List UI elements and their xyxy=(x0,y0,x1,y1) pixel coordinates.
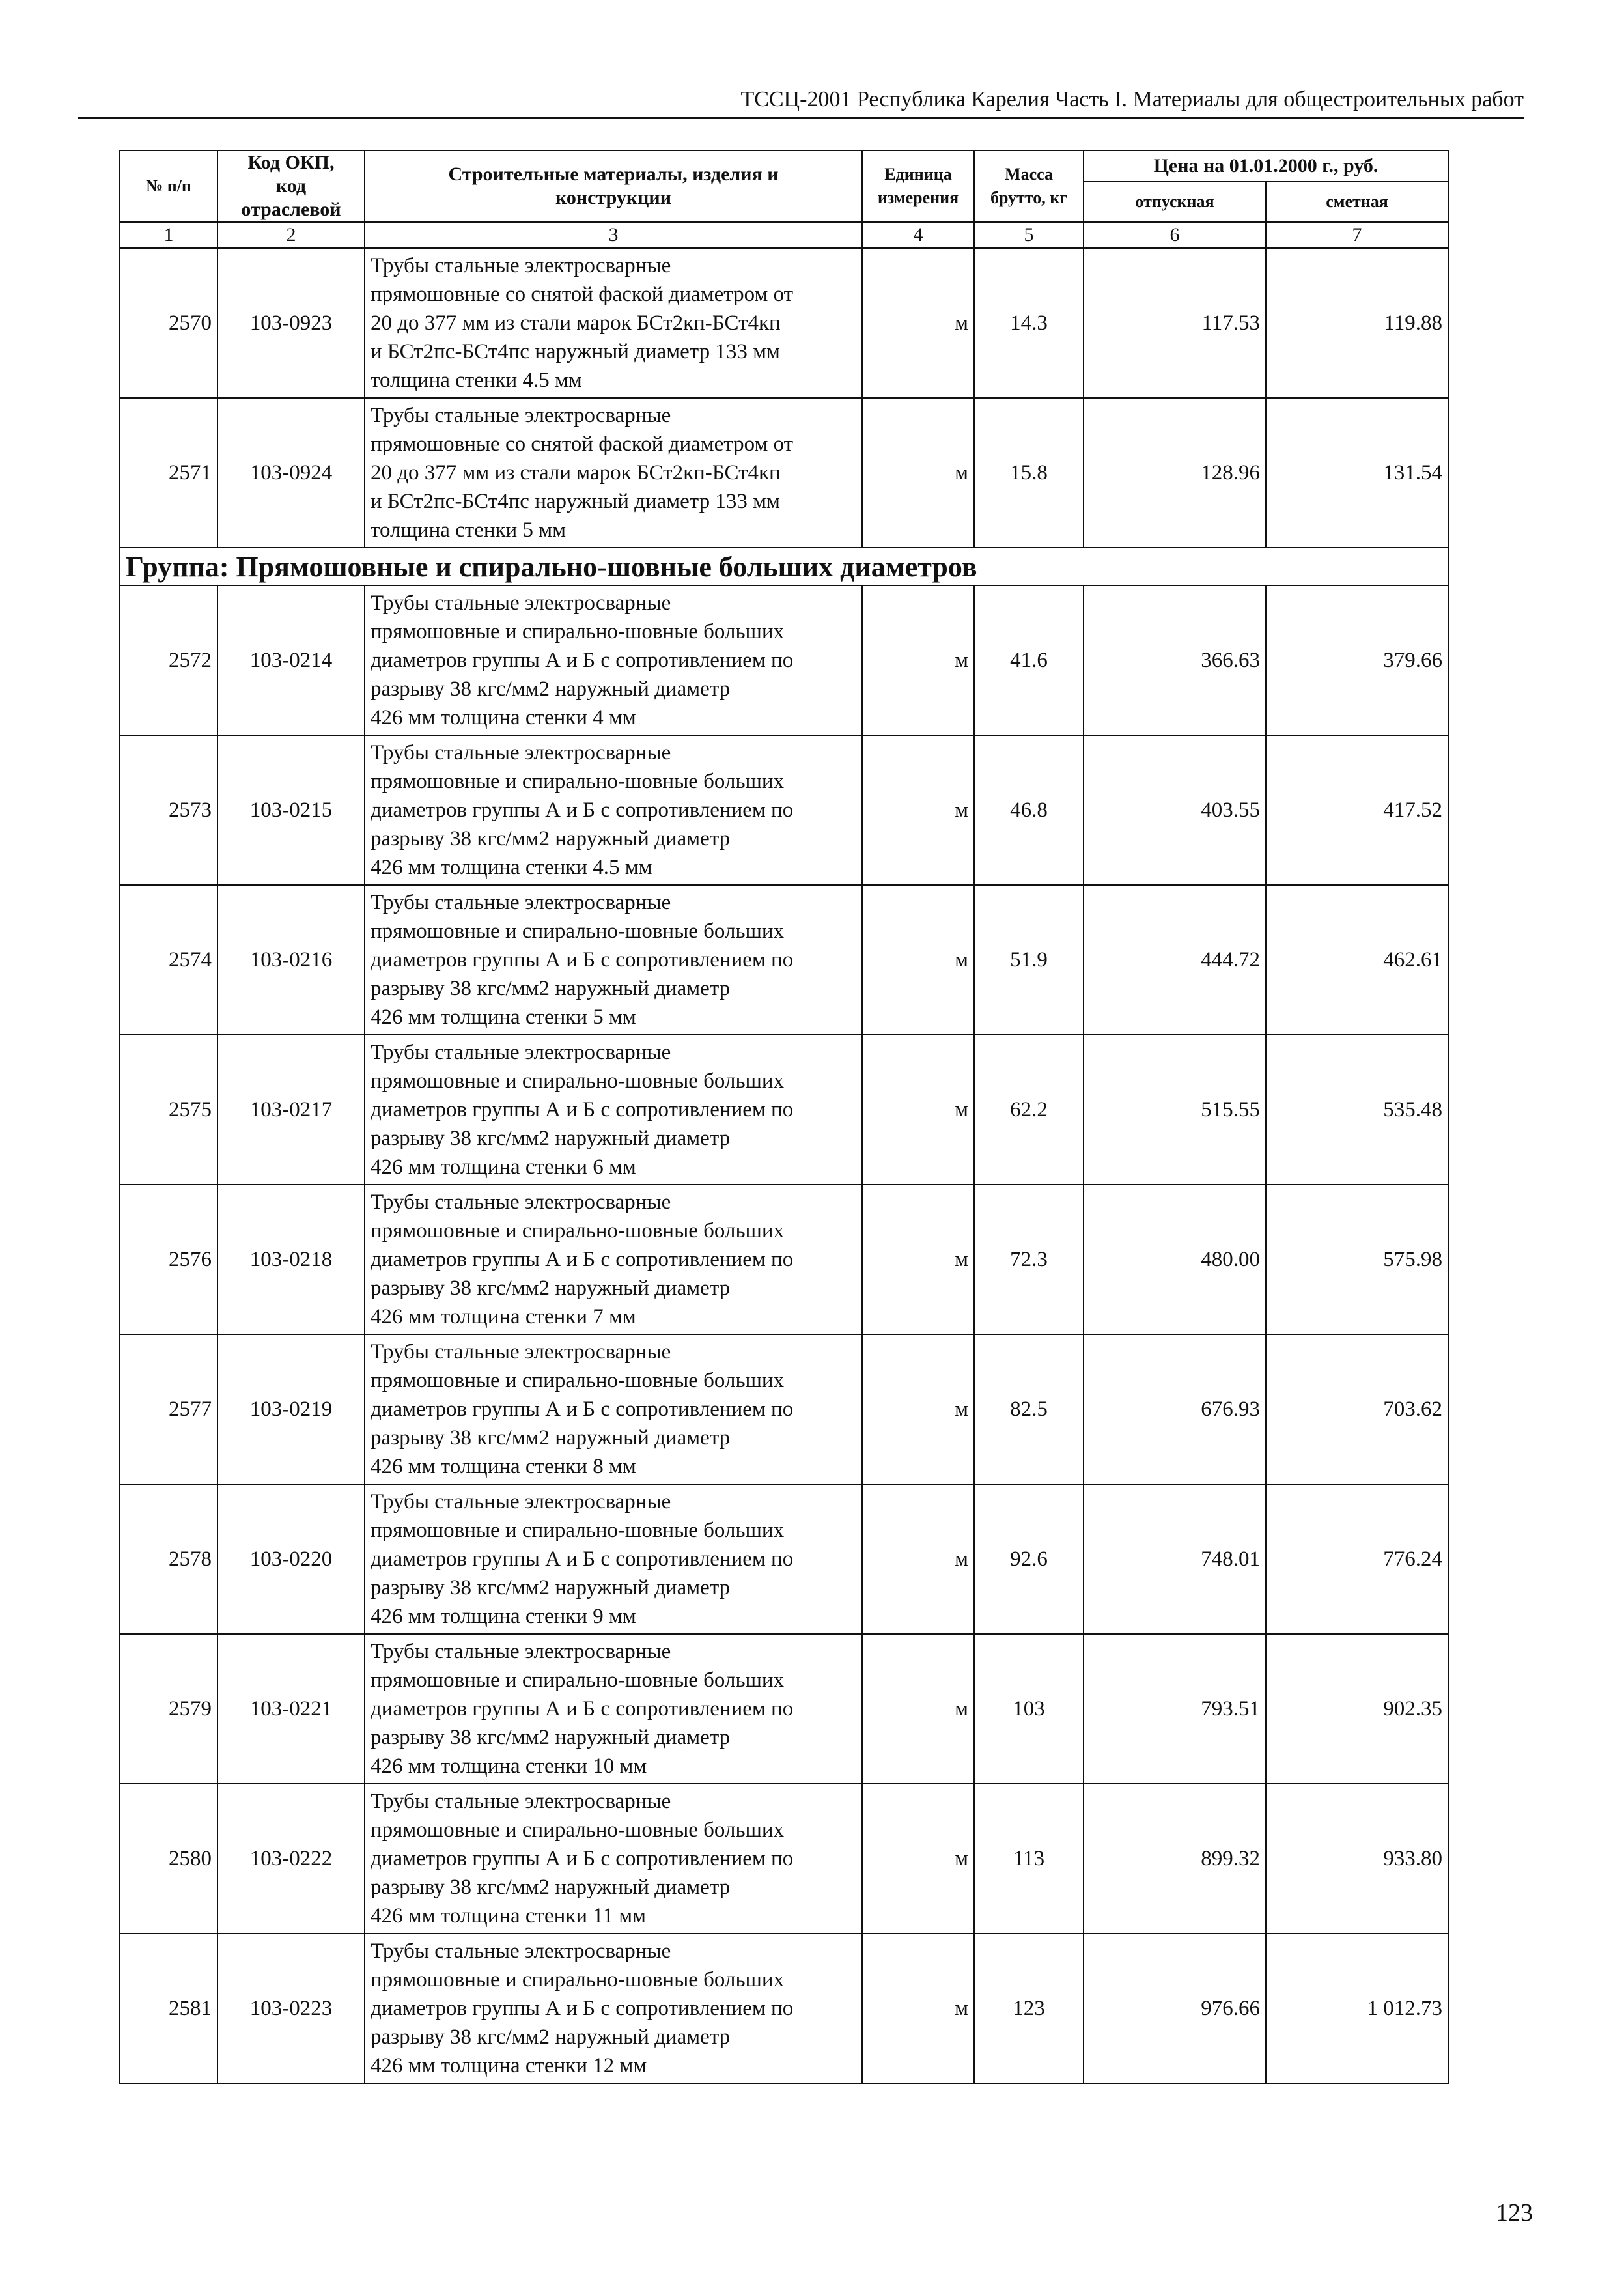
description-line: 426 мм толщина стенки 8 мм xyxy=(371,1455,636,1478)
row-unit: м xyxy=(862,1784,974,1934)
description-line: Трубы стальные электросварные xyxy=(371,741,671,765)
row-unit: м xyxy=(862,398,974,548)
row-number: 2572 xyxy=(120,585,217,735)
row-number: 2573 xyxy=(120,735,217,885)
description-line: диаметров группы А и Б с сопротивлением по xyxy=(371,1997,794,2020)
description-line: Трубы стальные электросварные xyxy=(371,591,671,615)
row-release-price: 748.01 xyxy=(1084,1484,1266,1634)
row-number: 2580 xyxy=(120,1784,217,1934)
table-row xyxy=(120,585,1448,735)
row-description xyxy=(365,1035,862,1185)
description-line: прямошовные и спирально-шовные больших xyxy=(371,1519,785,1542)
row-number: 2581 xyxy=(120,1934,217,2083)
description-line: прямошовные и спирально-шовные больших xyxy=(371,1219,785,1243)
description-line: разрыву 38 кгс/мм2 наружный диаметр xyxy=(371,1127,731,1150)
column-numbers-row xyxy=(120,222,1448,248)
description-line: 426 мм толщина стенки 11 мм xyxy=(371,1904,647,1928)
row-unit: м xyxy=(862,735,974,885)
row-unit: м xyxy=(862,248,974,398)
row-mass: 41.6 xyxy=(974,585,1084,735)
row-release-price: 117.53 xyxy=(1084,248,1266,398)
col-estimate-header: сметная xyxy=(1266,182,1448,222)
row-release-price: 366.63 xyxy=(1084,585,1266,735)
table-row xyxy=(120,1784,1448,1934)
row-release-price: 128.96 xyxy=(1084,398,1266,548)
row-mass: 82.5 xyxy=(974,1334,1084,1484)
description-line: толщина стенки 4.5 мм xyxy=(371,369,582,392)
row-mass: 103 xyxy=(974,1634,1084,1784)
rows-after-group xyxy=(120,585,1448,2083)
row-number: 2574 xyxy=(120,885,217,1035)
row-mass: 46.8 xyxy=(974,735,1084,885)
column-number: 1 xyxy=(120,222,217,248)
row-release-price: 403.55 xyxy=(1084,735,1266,885)
description-line: разрыву 38 кгс/мм2 наружный диаметр xyxy=(371,827,731,851)
row-release-price: 793.51 xyxy=(1084,1634,1266,1784)
description-line: Трубы стальные электросварные xyxy=(371,1340,671,1364)
row-unit: м xyxy=(862,1334,974,1484)
table-row xyxy=(120,248,1448,398)
row-estimate-price: 462.61 xyxy=(1266,885,1448,1035)
row-unit: м xyxy=(862,1934,974,2083)
description-line: разрыву 38 кгс/мм2 наружный диаметр xyxy=(371,1276,731,1300)
description-line: разрыву 38 кгс/мм2 наружный диаметр xyxy=(371,677,731,701)
description-line: разрыву 38 кгс/мм2 наружный диаметр xyxy=(371,2025,731,2049)
description-line: разрыву 38 кгс/мм2 наружный диаметр xyxy=(371,1726,731,1749)
price-table xyxy=(119,150,1449,2084)
row-code: 103-0222 xyxy=(217,1784,365,1934)
col-code-header xyxy=(217,150,365,222)
row-description xyxy=(365,1334,862,1484)
row-estimate-price: 131.54 xyxy=(1266,398,1448,548)
description-line: прямошовные и спирально-шовные больших xyxy=(371,1818,785,1842)
row-description xyxy=(365,1784,862,1934)
description-line: разрыву 38 кгс/мм2 наружный диаметр xyxy=(371,977,731,1000)
row-release-price: 480.00 xyxy=(1084,1185,1266,1334)
table-row xyxy=(120,1934,1448,2083)
description-line: Трубы стальные электросварные xyxy=(371,1490,671,1513)
description-line: диаметров группы А и Б с сопротивлением по xyxy=(371,1547,794,1571)
row-mass: 123 xyxy=(974,1934,1084,2083)
header-rule xyxy=(78,117,1524,119)
description-line: диаметров группы А и Б с сопротивлением по xyxy=(371,1098,794,1121)
row-description xyxy=(365,1634,862,1784)
group-title: Группа: Прямошовные и спирально-шовные больших диаметров xyxy=(120,548,1448,585)
description-line: прямошовные и спирально-шовные больших xyxy=(371,620,785,643)
row-estimate-price: 933.80 xyxy=(1266,1784,1448,1934)
description-line: 426 мм толщина стенки 10 мм xyxy=(371,1754,647,1778)
description-line: разрыву 38 кгс/мм2 наружный диаметр xyxy=(371,1576,731,1599)
group-section xyxy=(120,548,1448,585)
col-unit-line2: измерения xyxy=(877,188,959,207)
row-number: 2579 xyxy=(120,1634,217,1784)
row-estimate-price: 703.62 xyxy=(1266,1334,1448,1484)
description-line: прямошовные и спирально-шовные больших xyxy=(371,770,785,793)
description-line: прямошовные и спирально-шовные больших xyxy=(371,1069,785,1093)
column-number: 5 xyxy=(974,222,1084,248)
row-unit: м xyxy=(862,585,974,735)
description-line: Трубы стальные электросварные xyxy=(371,1640,671,1663)
row-estimate-price: 379.66 xyxy=(1266,585,1448,735)
col-num-header: № п/п xyxy=(120,150,217,222)
group-row xyxy=(120,548,1448,585)
header-row-1 xyxy=(120,150,1448,182)
row-unit: м xyxy=(862,1185,974,1334)
col-mass-line1: Масса xyxy=(1005,165,1053,184)
row-code: 103-0219 xyxy=(217,1334,365,1484)
row-release-price: 676.93 xyxy=(1084,1334,1266,1484)
description-line: Трубы стальные электросварные xyxy=(371,1190,671,1214)
description-line: диаметров группы А и Б с сопротивлением по xyxy=(371,1248,794,1271)
description-line: 426 мм толщина стенки 4 мм xyxy=(371,706,636,729)
row-estimate-price: 575.98 xyxy=(1266,1185,1448,1334)
row-mass: 15.8 xyxy=(974,398,1084,548)
row-mass: 113 xyxy=(974,1784,1084,1934)
description-line: разрыву 38 кгс/мм2 наружный диаметр xyxy=(371,1426,731,1450)
row-estimate-price: 417.52 xyxy=(1266,735,1448,885)
description-line: диаметров группы А и Б с сопротивлением по xyxy=(371,798,794,822)
table-row xyxy=(120,1185,1448,1334)
col-mass-line2: брутто, кг xyxy=(990,188,1068,207)
table-row xyxy=(120,1035,1448,1185)
row-number: 2570 xyxy=(120,248,217,398)
row-code: 103-0924 xyxy=(217,398,365,548)
row-code: 103-0214 xyxy=(217,585,365,735)
description-line: диаметров группы А и Б с сопротивлением по xyxy=(371,1697,794,1721)
description-line: диаметров группы А и Б с сопротивлением по xyxy=(371,948,794,972)
table-row xyxy=(120,1484,1448,1634)
description-line: 20 до 377 мм из стали марок БСт2кп-БСт4кп xyxy=(371,311,781,335)
description-line: 426 мм толщина стенки 7 мм xyxy=(371,1305,636,1329)
col-unit-header xyxy=(862,150,974,222)
row-number: 2577 xyxy=(120,1334,217,1484)
description-line: Трубы стальные электросварные xyxy=(371,1790,671,1813)
row-mass: 72.3 xyxy=(974,1185,1084,1334)
table-row xyxy=(120,885,1448,1035)
row-code: 103-0221 xyxy=(217,1634,365,1784)
col-release-header: отпускная xyxy=(1084,182,1266,222)
description-line: Трубы стальные электросварные xyxy=(371,254,671,277)
description-line: 426 мм толщина стенки 12 мм xyxy=(371,2054,647,2077)
row-mass: 92.6 xyxy=(974,1484,1084,1634)
row-code: 103-0216 xyxy=(217,885,365,1035)
col-unit-line1: Единица xyxy=(884,165,952,184)
row-release-price: 976.66 xyxy=(1084,1934,1266,2083)
description-line: и БСт2пс-БСт4пс наружный диаметр 133 мм xyxy=(371,340,780,363)
column-number: 3 xyxy=(365,222,862,248)
column-number: 2 xyxy=(217,222,365,248)
table-row xyxy=(120,398,1448,548)
description-line: диаметров группы А и Б с сопротивлением по xyxy=(371,1847,794,1870)
row-code: 103-0215 xyxy=(217,735,365,885)
col-code-line1: Код ОКП, xyxy=(247,152,335,173)
description-line: толщина стенки 5 мм xyxy=(371,518,566,542)
row-code: 103-0218 xyxy=(217,1185,365,1334)
row-code: 103-0220 xyxy=(217,1484,365,1634)
running-header: ТССЦ-2001 Республика Карелия Часть I. Материалы для общестроительных работ xyxy=(740,87,1524,111)
row-code: 103-0923 xyxy=(217,248,365,398)
row-estimate-price: 902.35 xyxy=(1266,1634,1448,1784)
row-description xyxy=(365,1484,862,1634)
table-row xyxy=(120,1334,1448,1484)
row-mass: 62.2 xyxy=(974,1035,1084,1185)
row-description xyxy=(365,735,862,885)
column-number: 4 xyxy=(862,222,974,248)
row-unit: м xyxy=(862,1035,974,1185)
col-mass-header xyxy=(974,150,1084,222)
row-description xyxy=(365,585,862,735)
col-price-group-header: Цена на 01.01.2000 г., руб. xyxy=(1084,150,1448,182)
row-release-price: 899.32 xyxy=(1084,1784,1266,1934)
row-number: 2578 xyxy=(120,1484,217,1634)
row-unit: м xyxy=(862,1634,974,1784)
col-code-line3: отраслевой xyxy=(241,199,341,220)
row-mass: 51.9 xyxy=(974,885,1084,1035)
description-line: 426 мм толщина стенки 4.5 мм xyxy=(371,856,652,879)
description-line: Трубы стальные электросварные xyxy=(371,1041,671,1064)
col-name-line2: конструкции xyxy=(555,187,672,208)
row-unit: м xyxy=(862,885,974,1035)
row-mass: 14.3 xyxy=(974,248,1084,398)
row-description xyxy=(365,885,862,1035)
row-code: 103-0217 xyxy=(217,1035,365,1185)
row-estimate-price: 535.48 xyxy=(1266,1035,1448,1185)
row-number: 2571 xyxy=(120,398,217,548)
row-code: 103-0223 xyxy=(217,1934,365,2083)
description-line: диаметров группы А и Б с сопротивлением по xyxy=(371,649,794,672)
column-number: 7 xyxy=(1266,222,1448,248)
col-name-line1: Строительные материалы, изделия и xyxy=(448,163,779,185)
description-line: и БСт2пс-БСт4пс наружный диаметр 133 мм xyxy=(371,490,780,513)
description-line: 426 мм толщина стенки 6 мм xyxy=(371,1155,636,1179)
description-line: 20 до 377 мм из стали марок БСт2кп-БСт4кп xyxy=(371,461,781,485)
col-name-header xyxy=(365,150,862,222)
description-line: Трубы стальные электросварные xyxy=(371,404,671,427)
description-line: 426 мм толщина стенки 9 мм xyxy=(371,1605,636,1628)
row-estimate-price: 1 012.73 xyxy=(1266,1934,1448,2083)
description-line: 426 мм толщина стенки 5 мм xyxy=(371,1006,636,1029)
description-line: прямошовные и спирально-шовные больших xyxy=(371,1369,785,1392)
col-code-line2: код xyxy=(275,175,307,197)
description-line: прямошовные и спирально-шовные больших xyxy=(371,920,785,943)
row-description xyxy=(365,1185,862,1334)
table-row xyxy=(120,1634,1448,1784)
column-number: 6 xyxy=(1084,222,1266,248)
row-estimate-price: 776.24 xyxy=(1266,1484,1448,1634)
row-number: 2575 xyxy=(120,1035,217,1185)
description-line: прямошовные и спирально-шовные больших xyxy=(371,1668,785,1692)
description-line: прямошовные со снятой фаской диаметром от xyxy=(371,432,794,456)
row-release-price: 444.72 xyxy=(1084,885,1266,1035)
description-line: разрыву 38 кгс/мм2 наружный диаметр xyxy=(371,1876,731,1899)
rows-before-group xyxy=(120,248,1448,548)
row-release-price: 515.55 xyxy=(1084,1035,1266,1185)
description-line: прямошовные и спирально-шовные больших xyxy=(371,1968,785,1991)
row-description xyxy=(365,1934,862,2083)
row-description xyxy=(365,248,862,398)
row-description xyxy=(365,398,862,548)
row-number: 2576 xyxy=(120,1185,217,1334)
description-line: прямошовные со снятой фаской диаметром от xyxy=(371,283,794,306)
description-line: диаметров группы А и Б с сопротивлением по xyxy=(371,1398,794,1421)
table-row xyxy=(120,735,1448,885)
row-unit: м xyxy=(862,1484,974,1634)
row-estimate-price: 119.88 xyxy=(1266,248,1448,398)
description-line: Трубы стальные электросварные xyxy=(371,891,671,914)
page-number: 123 xyxy=(1496,2199,1533,2227)
description-line: Трубы стальные электросварные xyxy=(371,1939,671,1963)
